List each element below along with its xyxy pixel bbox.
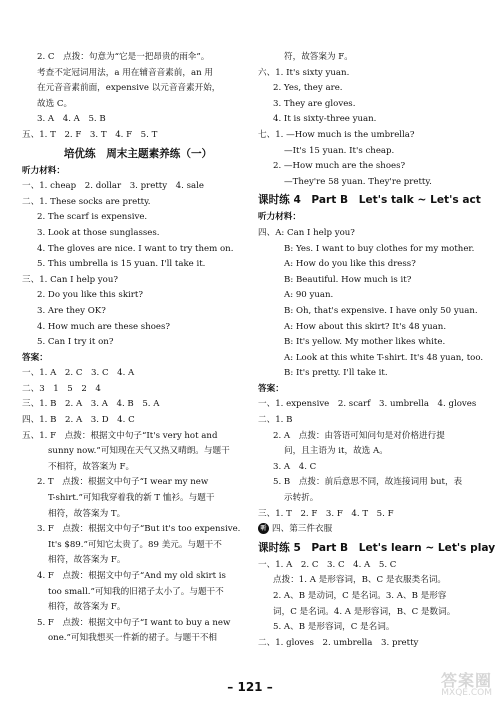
text-line [258, 159, 486, 175]
left-column [22, 50, 254, 647]
text-content: 二、1. gloves 2. umbrella 3. pretty [258, 637, 419, 648]
text-content: 符，故答案为 F。 [284, 52, 353, 62]
text-line [22, 569, 254, 585]
text-line [22, 460, 254, 476]
text-content: B: Yes. I want to buy clothes for my mother. [284, 243, 475, 254]
text-line [258, 620, 486, 636]
text-line [258, 273, 486, 289]
sub-heading [22, 164, 254, 180]
text-line [22, 366, 254, 382]
text-content: 二、1. B [258, 415, 293, 426]
text-line [22, 320, 254, 336]
text-content: 3. A 4. C [273, 461, 317, 472]
text-content: 5. B 点拨：前后意思不同，故连接词用 but，表 [273, 477, 463, 488]
text-line [258, 50, 486, 66]
text-line [258, 144, 486, 160]
text-line [22, 413, 254, 429]
text-content: 五、1. F 点拨：根据文中句子“It's very hot and [22, 430, 218, 441]
text-content: T-shirt.”可知我穿着我的新 T 恤衫。与题干 [48, 493, 215, 504]
text-line [22, 397, 254, 413]
text-line [258, 97, 486, 113]
text-content: 六、1. It's sixty yuan. [258, 67, 350, 78]
text-content: 四、A: Can I help you? [258, 227, 355, 238]
text-content: B: Beautiful. How much is it? [284, 274, 412, 285]
text-line [22, 81, 254, 97]
text-content: 3. F 点拨：根据文中句子“But it's too expensive. [37, 524, 241, 535]
watermark-logo [422, 668, 492, 698]
text-line [258, 507, 486, 523]
sub-heading [258, 382, 486, 398]
text-content: B: It's yellow. My mother likes white. [284, 337, 446, 348]
text-line [22, 382, 254, 398]
text-content: 2. The scarf is expensive. [37, 212, 148, 223]
listen-icon: 听 [258, 523, 269, 534]
text-line [258, 636, 486, 652]
text-line [22, 242, 254, 258]
text-line [22, 522, 254, 538]
text-content: 三、1. Can I help you? [22, 274, 118, 285]
text-line [22, 553, 254, 569]
text-line [22, 273, 254, 289]
text-line [258, 81, 486, 97]
right-column [258, 50, 496, 651]
text-line [22, 50, 254, 66]
text-content: 三、1. B 2. A 3. A 4. B 5. A [22, 399, 160, 410]
text-line [258, 112, 486, 128]
sub-heading [22, 351, 254, 367]
text-content: 五、1. T 2. F 3. T 4. F 5. T [22, 129, 158, 140]
text-content: A: How do you like this dress? [284, 259, 416, 270]
text-content: 不相符，故答案为 F。 [48, 461, 135, 472]
text-line [258, 351, 486, 367]
text-content: A: Look at this white T-shirt. It's 48 yuan, too. [284, 352, 484, 363]
text-line [22, 616, 254, 632]
text-content: 一、1. A 2. C 3. C 4. A [22, 368, 135, 379]
text-content: 在元音音素前面，expensive 以元音音素开始， [37, 83, 221, 94]
text-content: 4. F 点拨：根据文中句子“And my old skirt is [37, 571, 226, 581]
text-content: 2. Yes, they are. [273, 83, 343, 94]
text-line [22, 210, 254, 226]
text-content: 3. They are gloves. [273, 98, 356, 109]
text-content: 2. C 点拨：句意为“它是一把昂贵的雨伞”。 [37, 52, 210, 62]
watermark-text: 答案圈 [440, 671, 492, 690]
text-line [258, 413, 486, 429]
text-line [258, 304, 486, 320]
text-content: 四、第三件衣服 [272, 524, 333, 535]
text-content: 培优练 周末主题素养练（一） [63, 147, 213, 160]
text-content: 4. How much are these shoes? [37, 321, 171, 332]
text-content: 2. T 点拨：根据文中句子“I wear my new [37, 477, 209, 488]
text-line [258, 66, 486, 82]
text-line [258, 605, 486, 621]
text-line [22, 444, 254, 460]
text-content: 答案： [258, 383, 284, 394]
text-line [22, 631, 254, 647]
text-content: 课时练 4 Part B Let's talk ~ Let's act [258, 194, 481, 207]
text-content: 一、1. cheap 2. dollar 3. pretty 4. sale [22, 181, 204, 192]
text-line [22, 429, 254, 445]
text-content: 3. Are they OK? [37, 305, 106, 316]
text-content: 一、1. A 2. C 3. C 4. A 5. C [258, 559, 397, 570]
text-line [22, 66, 254, 82]
text-content: 问，且主语为 it，故选 A。 [284, 446, 388, 457]
text-content: B: Oh, that's expensive. I have only 50 yuan. [284, 305, 478, 316]
text-line [258, 320, 486, 336]
text-content: 词，C 是名词。4. A 是形容词，B、C 是数词。 [273, 606, 456, 617]
text-content: A: 90 yuan. [284, 290, 334, 301]
text-line [22, 304, 254, 320]
text-content: 考查不定冠词用法，a 用在辅音音素前，an 用 [37, 67, 213, 78]
text-line [258, 429, 486, 445]
text-content: 二、1. These socks are pretty. [22, 196, 151, 207]
text-content: B: It's pretty. I'll take it. [284, 368, 388, 379]
text-content: 课时练 5 Part B Let's learn ~ Let's play [258, 541, 496, 554]
watermark-url: MXQE.COM [441, 688, 492, 698]
text-content: 2. A 点拨：由答语可知问句是对价格进行提 [273, 430, 445, 441]
text-content: 一、1. expensive 2. scarf 3. umbrella 4. gloves [258, 399, 477, 410]
text-content: 2. Do you like this skirt? [37, 290, 143, 301]
text-content: one.”可知我想买一件新的裙子。与题干不相 [48, 633, 218, 644]
text-content: sunny now.”可知现在天气又热又晴朗。与题干 [48, 446, 230, 457]
text-content: 4. It is sixty-three yuan. [273, 114, 377, 125]
text-line [258, 397, 486, 413]
text-content: 2. A、B 是动词，C 是名词。3. A、B 是形容 [273, 591, 447, 601]
text-line [22, 507, 254, 523]
text-line [258, 366, 486, 382]
text-line [22, 288, 254, 304]
text-line [22, 475, 254, 491]
section-heading [258, 190, 486, 210]
text-line [22, 195, 254, 211]
text-line [22, 112, 254, 128]
text-line [22, 257, 254, 273]
text-line [22, 491, 254, 507]
text-content: 相符，故答案为 F。 [48, 555, 126, 566]
sub-heading [258, 210, 486, 226]
section-heading [258, 538, 496, 558]
text-line [258, 288, 486, 304]
text-line [258, 128, 486, 144]
text-content: 答案： [22, 352, 48, 363]
text-line [258, 335, 486, 351]
text-line [258, 573, 486, 589]
text-content: A: How about this skirt? It's 48 yuan. [284, 321, 447, 332]
text-line [258, 522, 486, 538]
text-content: 5. Can I try it on? [37, 337, 114, 348]
text-line [22, 585, 254, 601]
text-content: too small.”可知我的旧裙子太小了。与题干不 [48, 586, 224, 597]
text-content: 2. —How much are the shoes? [273, 161, 406, 172]
text-content: 三、1. T 2. F 3. F 4. T 5. F [258, 508, 394, 519]
text-line [258, 257, 486, 273]
text-line [22, 600, 254, 616]
text-line [22, 128, 254, 144]
text-line [258, 460, 486, 476]
text-content: 3. A 4. A 5. B [37, 114, 106, 125]
text-content: 相符，故答案为 T。 [48, 508, 126, 519]
text-line [258, 475, 486, 491]
text-line [258, 589, 486, 605]
text-content: 相符，故答案为 F。 [48, 602, 126, 613]
text-line [258, 444, 486, 460]
text-content: 故选 C。 [37, 98, 73, 109]
text-line [258, 491, 486, 507]
text-line [22, 179, 254, 195]
text-content: 5. A、B 是形容词，C 是名词。 [273, 622, 395, 633]
text-content: —It's 15 yuan. It's cheap. [284, 145, 395, 156]
text-content: 点拨：1. A 是形容词，B、C 是衣服类名词。 [273, 575, 446, 586]
text-line [22, 97, 254, 113]
text-content: 四、1. B 2. A 3. D 4. C [22, 415, 135, 426]
page-number: – 121 – [227, 680, 273, 694]
text-content: 5. This umbrella is 15 yuan. I'll take it. [37, 259, 206, 270]
text-content: 听力材料： [258, 212, 301, 223]
text-line [258, 226, 486, 242]
text-content: 七、1. —How much is the umbrella? [258, 129, 415, 140]
text-content: It's $89.”可知它太贵了。89 美元。与题干不 [48, 539, 222, 550]
text-content: 听力材料： [22, 165, 65, 176]
text-content: 5. F 点拨：根据文中句子“I want to buy a new [37, 617, 231, 628]
text-content: 4. The gloves are nice. I want to try them on. [37, 243, 234, 254]
text-line [258, 175, 486, 191]
text-content: 3. Look at those sunglasses. [37, 227, 160, 238]
text-line [258, 242, 486, 258]
text-content: 示转折。 [284, 493, 319, 504]
text-line [22, 538, 254, 554]
section-heading [22, 144, 254, 164]
text-line [22, 335, 254, 351]
text-content: —They're 58 yuan. They're pretty. [284, 176, 432, 187]
text-content: 二、3 1 5 2 4 [22, 383, 101, 394]
text-line [258, 558, 486, 574]
text-line [22, 226, 254, 242]
